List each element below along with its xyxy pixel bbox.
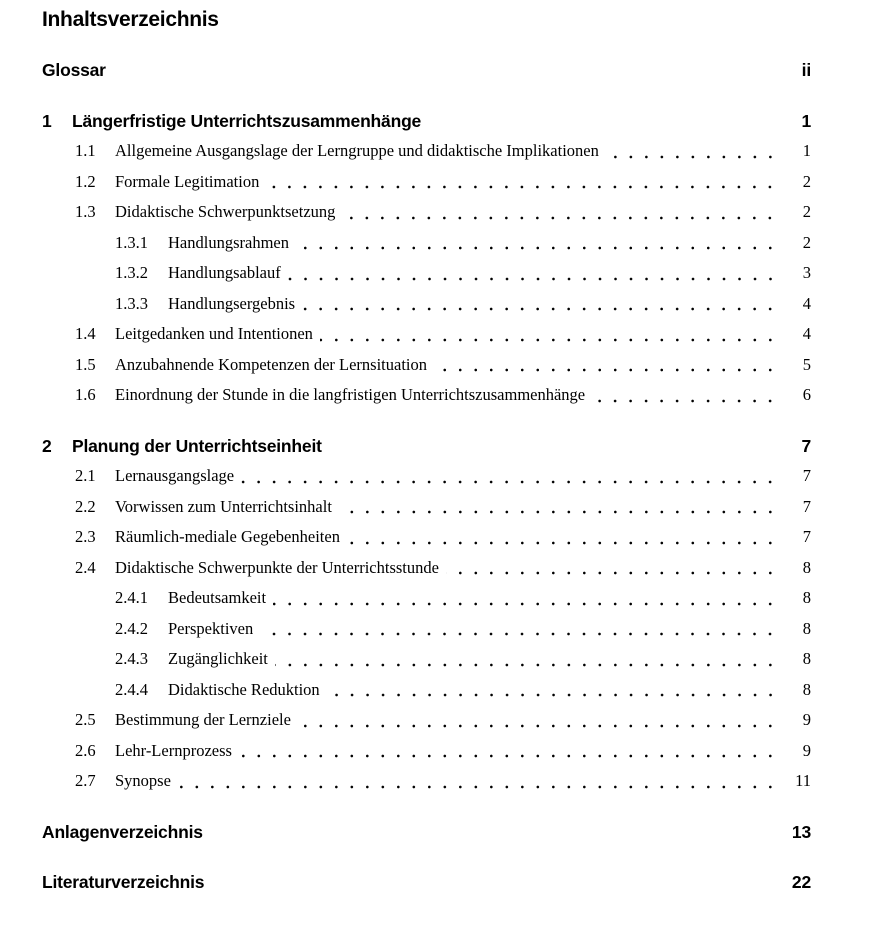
- entry-title: Vorwissen zum Unterrichtsinhalt: [115, 496, 332, 516]
- entry-title: Handlungsablauf: [168, 263, 281, 282]
- dot-leader: [113, 55, 780, 86]
- entry-number: 1.3.3: [115, 293, 148, 313]
- entry-number: 1.1: [75, 141, 96, 160]
- toc-entry: [42, 136, 811, 167]
- toc-entry: [42, 583, 811, 614]
- toc-entry: [42, 289, 811, 320]
- toc-entry: [42, 644, 811, 675]
- entry-page-number: 8: [802, 588, 811, 607]
- entry-number: 1.4: [75, 324, 96, 343]
- toc-list: [42, 55, 811, 898]
- dot-leader: [266, 167, 780, 198]
- entry-page-number: 9: [802, 710, 811, 729]
- toc-entry: [42, 553, 811, 584]
- entry-title: Einordnung der Stunde in die langfristigen Unterrichtszusammenhänge: [115, 385, 586, 404]
- entry-number: 1.3: [75, 202, 96, 221]
- entry-page-number: 2: [802, 171, 811, 191]
- entry-title: Didaktische Reduktion: [168, 679, 320, 699]
- toc-entry: [42, 106, 811, 137]
- toc-entry: [42, 867, 811, 898]
- entry-title: Längerfristige Unterrichtszusammenhänge: [72, 110, 422, 131]
- entry-number: 2.5: [75, 710, 96, 729]
- entry-page-number: 22: [791, 872, 811, 892]
- toc-entry: [42, 522, 811, 553]
- toc-entry: [42, 350, 811, 381]
- entry-page-number: 4: [802, 324, 811, 343]
- dot-leader: [275, 644, 780, 675]
- toc-entry: [42, 492, 811, 523]
- entry-title: Zugänglichkeit: [168, 649, 268, 668]
- dot-leader: [302, 289, 780, 320]
- toc-entry: [42, 614, 811, 645]
- page-title: Inhaltsverzeichnis: [42, 8, 219, 31]
- entry-title: Anlagenverzeichnis: [42, 821, 203, 842]
- toc-entry: [42, 817, 811, 848]
- entry-number: 2.4.3: [115, 649, 148, 668]
- entry-page-number: 2: [802, 202, 811, 221]
- dot-leader: [327, 675, 780, 706]
- entry-number: 1.5: [75, 354, 96, 374]
- entry-title: Glossar: [42, 60, 106, 80]
- dot-leader: [298, 705, 780, 736]
- entry-title: Leitgedanken und Intentionen: [115, 324, 313, 343]
- dot-leader: [434, 350, 780, 381]
- entry-number: 2.6: [75, 740, 96, 760]
- entry-page-number: 7: [801, 435, 811, 456]
- dot-leader: [329, 431, 780, 462]
- entry-page-number: 7: [802, 527, 811, 546]
- entry-number: 2.7: [75, 771, 96, 790]
- dot-leader: [339, 492, 780, 523]
- dot-leader: [210, 817, 780, 848]
- dot-leader: [606, 136, 780, 167]
- entry-title: Bestimmung der Lernziele: [115, 710, 291, 729]
- entry-title: Anzubahnende Kompetenzen der Lernsituation: [115, 354, 428, 374]
- entry-page-number: 1: [801, 110, 811, 131]
- entry-number: 2.4.2: [115, 618, 148, 638]
- entry-title: Handlungsergebnis: [168, 293, 296, 313]
- toc-entry: [42, 736, 811, 767]
- dot-leader: [260, 614, 780, 645]
- entry-page-number: 3: [802, 263, 811, 282]
- entry-page-number: 8: [802, 679, 811, 699]
- dot-leader: [178, 766, 780, 797]
- entry-page-number: 2: [802, 232, 811, 252]
- toc-entry: [42, 705, 811, 736]
- dot-leader: [428, 106, 780, 137]
- toc-entry: [42, 461, 811, 492]
- entry-number: 1.6: [75, 385, 96, 404]
- entry-number: 2.4.1: [115, 588, 148, 607]
- entry-page-number: 9: [802, 740, 811, 760]
- toc-entry: [42, 380, 811, 411]
- dot-leader: [446, 553, 780, 584]
- toc-entry: [42, 167, 811, 198]
- entry-title: Bedeutsamkeit: [168, 588, 267, 607]
- entry-number: 1.3.1: [115, 232, 148, 252]
- entry-title: Literaturverzeichnis: [42, 872, 205, 892]
- entry-number: 2.4.4: [115, 679, 148, 699]
- entry-title: Handlungsrahmen: [168, 232, 289, 252]
- entry-page-number: 13: [791, 821, 811, 842]
- dot-leader: [320, 319, 780, 350]
- toc-entry: [42, 766, 811, 797]
- entry-number: 2.3: [75, 527, 96, 546]
- entry-title: Räumlich-mediale Gegebenheiten: [115, 527, 340, 546]
- entry-page-number: 8: [802, 618, 811, 638]
- dot-leader: [592, 380, 780, 411]
- toc-entry: [42, 675, 811, 706]
- dot-leader: [342, 197, 780, 228]
- entry-title: Synopse: [115, 771, 171, 790]
- toc-entry: [42, 258, 811, 289]
- dot-leader: [239, 736, 780, 767]
- entry-number: 2: [42, 435, 52, 456]
- entry-page-number: 11: [795, 771, 811, 790]
- entry-page-number: 8: [802, 557, 811, 577]
- entry-number: 2.4: [75, 557, 96, 577]
- entry-page-number: 7: [802, 466, 811, 485]
- entry-number: 2.1: [75, 466, 96, 485]
- toc-entry: [42, 55, 811, 86]
- dot-leader: [288, 258, 780, 289]
- entry-page-number: 4: [802, 293, 811, 313]
- entry-title: Lehr-Lernprozess: [115, 740, 232, 760]
- entry-page-number: 6: [802, 385, 811, 404]
- entry-number: 1.3.2: [115, 263, 148, 282]
- dot-leader: [347, 522, 780, 553]
- dot-leader: [296, 228, 780, 259]
- entry-title: Allgemeine Ausgangslage der Lerngruppe und didaktische Implikationen: [115, 141, 599, 160]
- entry-title: Lernausgangslage: [115, 466, 235, 485]
- entry-title: Planung der Unterrichtseinheit: [72, 435, 322, 456]
- entry-title: Didaktische Schwerpunktsetzung: [115, 202, 336, 221]
- toc-entry: [42, 319, 811, 350]
- entry-page-number: 1: [802, 141, 811, 160]
- entry-number: 1: [42, 110, 52, 131]
- dot-leader: [273, 583, 780, 614]
- entry-title: Didaktische Schwerpunkte der Unterrichtsstunde: [115, 557, 439, 577]
- entry-number: 1.2: [75, 171, 96, 191]
- entry-page-number: 5: [802, 354, 811, 374]
- dot-leader: [241, 461, 780, 492]
- entry-number: 2.2: [75, 496, 96, 516]
- toc-entry: [42, 431, 811, 462]
- toc-entry: [42, 228, 811, 259]
- entry-page-number: ii: [801, 60, 811, 80]
- entry-title: Formale Legitimation: [115, 171, 260, 191]
- entry-page-number: 8: [802, 649, 811, 668]
- entry-title: Perspektiven: [168, 618, 254, 638]
- dot-leader: [211, 867, 780, 898]
- toc-entry: [42, 197, 811, 228]
- entry-page-number: 7: [802, 496, 811, 516]
